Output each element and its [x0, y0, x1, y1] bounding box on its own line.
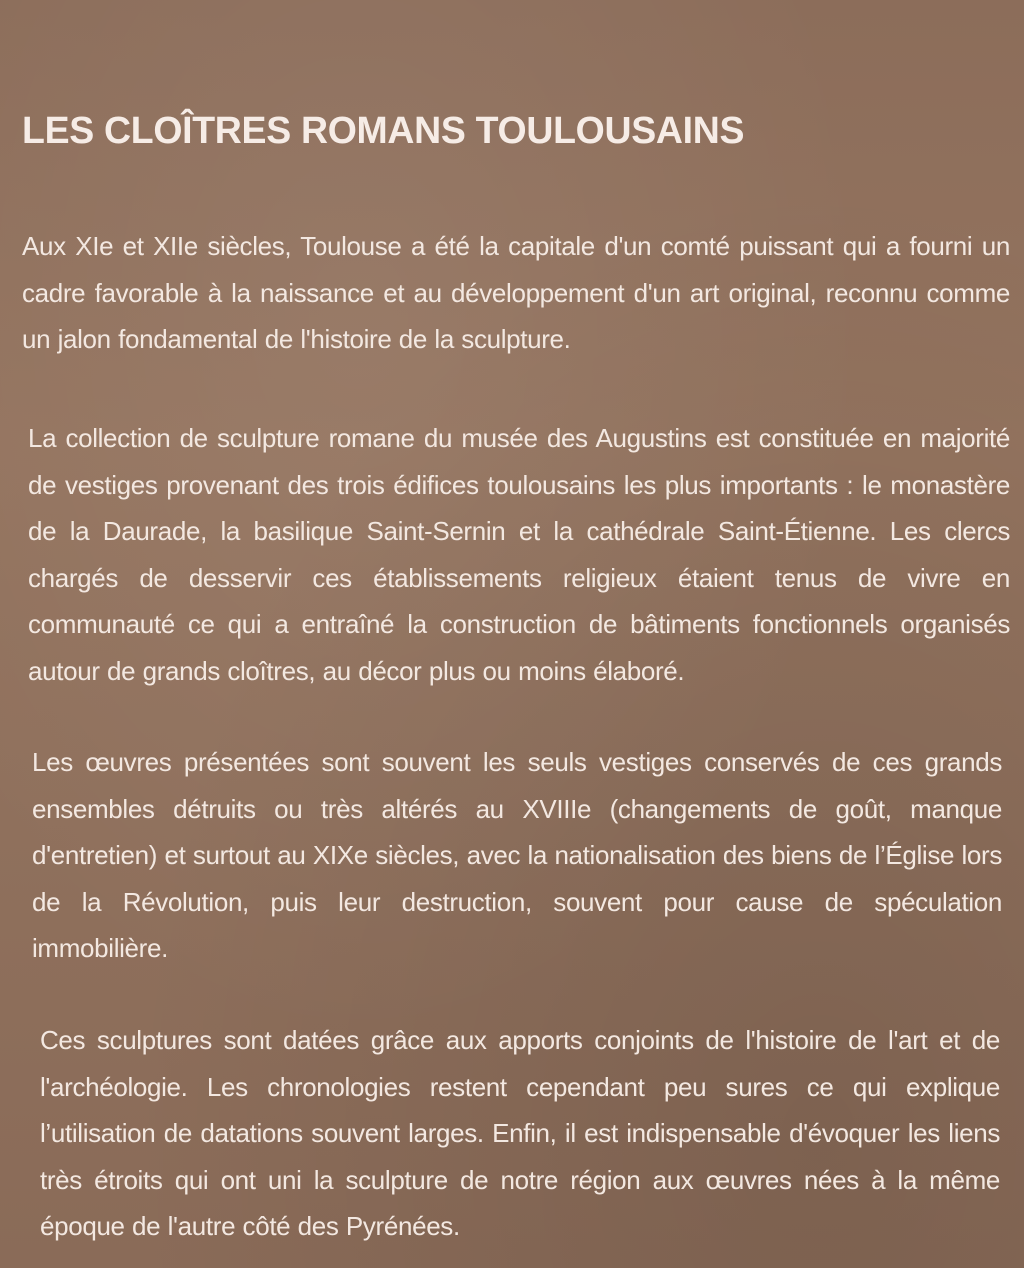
panel-title: LES CLOÎTRES ROMANS TOULOUSAINS [22, 110, 745, 152]
collection-paragraph: La collection de sculpture romane du musée des Augustins est constituée en majorité de vestiges provenant des trois édifices toulousains les plus importants : le monastère de la Daurade, la basilique Saint-Sernin et la cathédrale Saint-Étienne. Les clercs chargés de desservir ces établissements religieux étaient tenus de vivre en communauté ce qui a entraîné la construction de bâtiments fonctionnels organisés autour de grands cloîtres, au décor plus ou moins élaboré. [28, 423, 1010, 686]
intro-paragraph: Aux XIe et XIIe siècles, Toulouse a été la capitale d'un comté puissant qui a fourni un cadre favorable à la naissance et au développement d'un art original, reconnu comme un jalon fondamental de l'histoire de la sculpture. [22, 231, 1010, 354]
works-paragraph: Les œuvres présentées sont souvent les seuls vestiges conservés de ces grands ensembles détruits ou très altérés au XVIIIe (changements de goût, manque d'entretien) et surtout au XIXe siècles, avec la nationalisation des biens de l’Église lors de la Révolution, puis leur destruction, souvent pour cause de spéculation immobilière. [32, 747, 1002, 963]
dating-paragraph: Ces sculptures sont datées grâce aux apports conjoints de l'histoire de l'art et de l'archéologie. Les chronologies restent cependant peu sures ce qui explique l’utilisation de datations souvent larges. Enfin, il est indispensable d'évoquer les liens très étroits qui ont uni la sculpture de notre région aux œuvres nées à la même époque de l'autre côté des Pyrénées. [40, 1025, 1000, 1241]
